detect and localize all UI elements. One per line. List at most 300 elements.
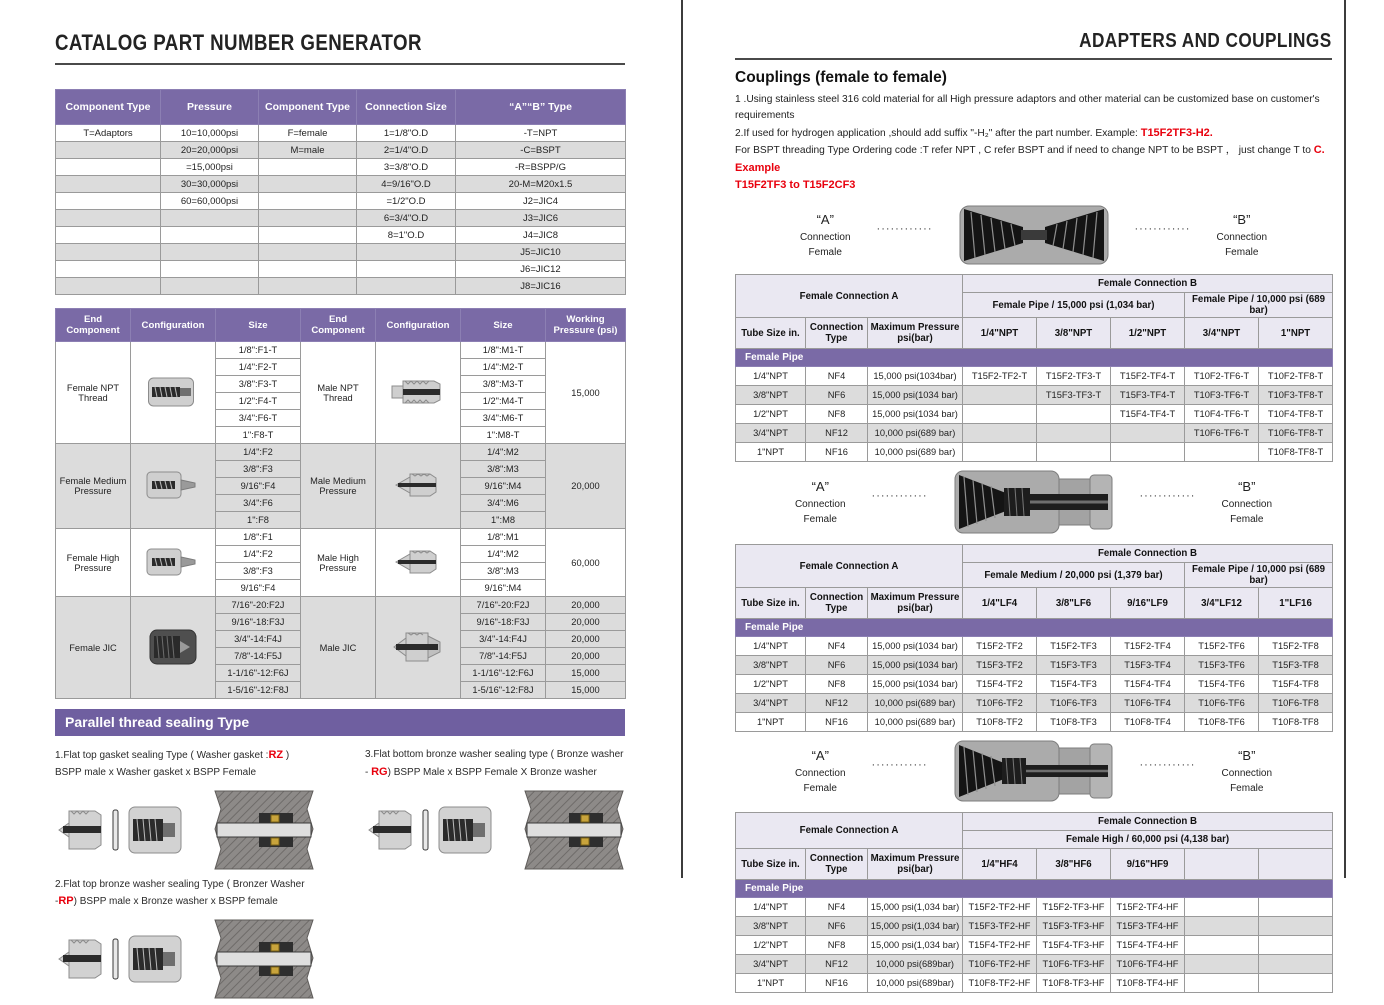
part-number-cell (1111, 424, 1185, 443)
part-number-cell (1185, 974, 1259, 993)
part-number-cell (1037, 443, 1111, 462)
table-cell: 8=1"O.D (357, 227, 456, 244)
size-cell: 1-1/16"-12:F6J (216, 665, 301, 682)
female-connection-b-header: Female Connection B (963, 813, 1333, 831)
part-number-cell: T10F8-TF2 (963, 713, 1037, 732)
working-pressure-cell: 60,000 (546, 529, 626, 597)
title-rule (55, 63, 625, 65)
end-component-name: Male Medium Pressure (301, 444, 376, 529)
couplings-heading: Couplings (female to female) (735, 69, 947, 86)
table-cell: 4=9/16"O.D (357, 176, 456, 193)
end-component-table (55, 308, 626, 699)
part-number-cell: 1/2"NPT (736, 405, 806, 424)
size-cell: 9/16":M4 (461, 478, 546, 495)
configuration-cell (131, 597, 216, 699)
table-cell: -C=BSPT (456, 142, 626, 159)
column-header: Maximum Pressure psi(bar) (868, 849, 963, 880)
table-cell (259, 176, 357, 193)
table-row (736, 955, 1333, 974)
page-divider-line (681, 0, 683, 878)
female-high-pressure-fitting-icon (145, 545, 201, 579)
size-cell: 1/2":F4-T (216, 393, 301, 410)
table-row (736, 694, 1333, 713)
column-header: 3/8"NPT (1037, 318, 1111, 349)
column-header: Maximum Pressure psi(bar) (868, 588, 963, 619)
part-number-cell: 10,000 psi(689 bar) (868, 694, 963, 713)
female-high-to-female-pipe-coupling-icon (954, 738, 1114, 804)
female-npt-fitting-icon (147, 375, 199, 409)
table-row (56, 210, 626, 227)
part-number-cell: NF16 (806, 443, 868, 462)
table-row (736, 974, 1333, 993)
table-cell: J3=JIC6 (456, 210, 626, 227)
part-number-cell: T15F3-TF8 (1259, 656, 1333, 675)
table-section-band: Female Pipe (736, 880, 1333, 898)
pressure-class-header: Female Pipe / 10,000 psi (689 bar) (1185, 293, 1333, 318)
column-header: 1"NPT (1259, 318, 1333, 349)
column-header: 1/2"NPT (1111, 318, 1185, 349)
working-pressure-cell: 20,000 (546, 614, 626, 631)
table-header-row (736, 275, 1333, 293)
part-number-cell: T10F8-TF2-HF (963, 974, 1037, 993)
table-row (56, 278, 626, 295)
dotted-connector: ············ (1139, 490, 1196, 502)
part-number-cell: T15F2-TF3 (1037, 637, 1111, 656)
table-cell: J6=JIC12 (456, 261, 626, 278)
table-cell: J4=JIC8 (456, 227, 626, 244)
table-row (736, 443, 1333, 462)
table-section-band: Female Pipe (736, 619, 1333, 637)
part-number-generator-table (55, 89, 626, 295)
part-number-cell: 15,000 psi(1,034 bar) (868, 898, 963, 917)
part-number-cell: T15F3-TF4-HF (1111, 917, 1185, 936)
table-cell: 10=10,000psi (161, 125, 259, 142)
pressure-class-header: Female Pipe / 15,000 psi (1,034 bar) (963, 293, 1185, 318)
table-cell (259, 210, 357, 227)
column-header: 3/8"HF6 (1037, 849, 1111, 880)
connection-a-label: “A” Connection Female (799, 212, 851, 258)
working-pressure-cell: 15,000 (546, 342, 626, 444)
end-component-name: Female JIC (56, 597, 131, 699)
column-header: Connection Type (806, 318, 868, 349)
part-number-cell: NF4 (806, 367, 868, 386)
bspp-fitting-assembly-icon (365, 797, 505, 863)
table-row (736, 936, 1333, 955)
table-cell: 2=1/4"O.D (357, 142, 456, 159)
pressure-class-header: Female Pipe / 10,000 psi (689 bar) (1185, 563, 1333, 588)
part-number-cell: 1/4"NPT (736, 898, 806, 917)
column-header: Pressure (161, 90, 259, 125)
part-number-cell: T15F4-TF4-HF (1111, 936, 1185, 955)
dotted-connector: ············ (871, 490, 928, 502)
column-header: 1/4"HF4 (963, 849, 1037, 880)
part-number-cell (963, 405, 1037, 424)
column-header: Tube Size in. (736, 318, 806, 349)
size-cell: 9/16"-18:F3J (461, 614, 546, 631)
table-cell (56, 227, 161, 244)
seal-cross-section-icon (209, 918, 319, 1005)
size-cell: 9/16":F4 (216, 478, 301, 495)
size-cell: 1":F8-T (216, 427, 301, 444)
note-3: For BSPT threading Type Ordering code :T refer NPT , C refer BSPT and if need to change NPT to be BSPT ， just change T to C. Example (735, 144, 1325, 174)
note-1: 1 .Using stainless steel 316 cold material for all High pressure adaptors and other material can be customized base on customer's requirements (735, 94, 1320, 122)
part-number-cell: NF12 (806, 694, 868, 713)
female-connection-a-header: Female Connection A (736, 813, 963, 849)
table-cell (56, 244, 161, 261)
column-header: 3/4"LF12 (1185, 588, 1259, 619)
size-cell: 1-5/16"-12:F8J (216, 682, 301, 699)
sealing-type-1-line1: 1.Flat top gasket sealing Type ( Washer gasket :RZ ) (55, 749, 290, 761)
part-number-cell: T15F2-TF3-T (1037, 367, 1111, 386)
size-cell: 1/8":M1-T (461, 342, 546, 359)
table-cell: =1/2"O.D (357, 193, 456, 210)
size-cell: 1/4":F2 (216, 444, 301, 461)
part-number-cell (963, 386, 1037, 405)
male-medium-pressure-fitting-icon (390, 468, 446, 502)
table-cell (56, 278, 161, 295)
table-cell (357, 261, 456, 278)
seal-cross-section-icon (209, 918, 319, 1000)
bspp-fitting-assembly-icon (55, 926, 195, 992)
part-number-cell: T10F3-TF6-T (1185, 386, 1259, 405)
part-number-cell (1259, 974, 1333, 993)
column-header: Tube Size in. (736, 588, 806, 619)
coupling-diagram-2 (735, 468, 1332, 536)
table-row (736, 386, 1333, 405)
part-number-cell: T15F4-TF3-HF (1037, 936, 1111, 955)
right-page (735, 30, 1332, 993)
size-cell: 7/16"-20:F2J (461, 597, 546, 614)
column-header: Configuration (131, 309, 216, 342)
size-cell: 3/4":M6-T (461, 410, 546, 427)
part-number-cell (1259, 955, 1333, 974)
column-header: Component Type (259, 90, 357, 125)
size-cell: 3/4"-14:F4J (216, 631, 301, 648)
table-row (56, 244, 626, 261)
part-number-cell: NF8 (806, 405, 868, 424)
table-cell: 3=3/8"O.D (357, 159, 456, 176)
table-row (736, 917, 1333, 936)
size-cell: 1/4":F2 (216, 546, 301, 563)
part-number-cell: 3/8"NPT (736, 656, 806, 675)
part-number-cell (1185, 443, 1259, 462)
coupling-table-high-pipe (735, 812, 1333, 993)
part-number-cell: 15,000 psi(1034 bar) (868, 656, 963, 675)
table-row (736, 637, 1333, 656)
bspp-fitting-assembly-icon (55, 797, 195, 863)
connection-a-label: “A” Connection Female (794, 748, 846, 794)
table-cell (259, 159, 357, 176)
dotted-connector: ············ (1139, 759, 1196, 771)
table-cell (56, 159, 161, 176)
note-2: 2.If used for hydrogen application ,should add suffix "-H₂" after the part number. Example: T15F2TF3-H2. (735, 126, 1213, 139)
part-number-cell: 3/4"NPT (736, 424, 806, 443)
part-number-cell: T15F3-TF4-T (1111, 386, 1185, 405)
part-number-cell: T10F8-TF3-HF (1037, 974, 1111, 993)
part-number-cell: T15F2-TF8 (1259, 637, 1333, 656)
female-connection-a-header: Female Connection A (736, 275, 963, 318)
connection-b-label: “B” Connection Female (1221, 748, 1273, 794)
part-number-cell: NF16 (806, 713, 868, 732)
table-cell (259, 278, 357, 295)
part-number-cell: T15F2-TF4 (1111, 637, 1185, 656)
table-cell: T=Adaptors (56, 125, 161, 142)
part-number-cell: 15,000 psi(1034 bar) (868, 637, 963, 656)
configuration-cell (131, 529, 216, 597)
size-cell: 9/16":F4 (216, 580, 301, 597)
size-cell: 3/8":F3 (216, 563, 301, 580)
page-title: ADAPTERS AND COUPLINGS (1079, 30, 1332, 52)
part-number-cell (1259, 917, 1333, 936)
part-number-cell: NF6 (806, 656, 868, 675)
part-number-cell (1037, 424, 1111, 443)
part-number-cell: T15F2-TF6 (1185, 637, 1259, 656)
size-cell: 1/4":F2-T (216, 359, 301, 376)
sealing-section-title: Parallel thread sealing Type (55, 709, 625, 736)
seal-cross-section-icon (519, 789, 629, 871)
table-row (56, 193, 626, 210)
bspp-male-washer-female-icon (365, 797, 505, 868)
part-number-cell (1185, 936, 1259, 955)
part-number-cell: T15F2-TF2 (963, 637, 1037, 656)
part-number-cell: T15F4-TF2-HF (963, 936, 1037, 955)
bspt-example-label: C. Example (735, 144, 1325, 174)
sealing-type-3 (365, 746, 625, 876)
part-number-cell: T10F6-TF3-HF (1037, 955, 1111, 974)
table-cell (56, 193, 161, 210)
part-number-cell: T15F4-TF3 (1037, 675, 1111, 694)
table-cell: 20-M=M20x1.5 (456, 176, 626, 193)
part-number-cell: T15F4-TF2 (963, 675, 1037, 694)
part-number-cell: T10F8-TF8 (1259, 713, 1333, 732)
table-cell (161, 244, 259, 261)
part-number-cell: T15F3-TF3-T (1037, 386, 1111, 405)
end-component-name: Female NPT Thread (56, 342, 131, 444)
part-number-cell: NF8 (806, 936, 868, 955)
column-header: 9/16"LF9 (1111, 588, 1185, 619)
column-header: Connection Type (806, 849, 868, 880)
part-number-cell: T10F6-TF8 (1259, 694, 1333, 713)
left-page (55, 30, 625, 1005)
sealing-items (55, 746, 625, 1005)
part-number-cell: T10F6-TF3 (1037, 694, 1111, 713)
part-number-cell (1185, 898, 1259, 917)
size-cell: 3/8":F3 (216, 461, 301, 478)
size-cell: 1":F8 (216, 512, 301, 529)
part-number-cell: 1/2"NPT (736, 936, 806, 955)
part-number-cell: 15,000 psi(1034 bar) (868, 386, 963, 405)
part-number-cell: 10,000 psi(689bar) (868, 955, 963, 974)
part-number-cell: 1"NPT (736, 443, 806, 462)
part-number-cell: 15,000 psi(1034 bar) (868, 675, 963, 694)
part-number-cell: NF12 (806, 424, 868, 443)
part-number-cell (963, 443, 1037, 462)
part-number-cell: 10,000 psi(689 bar) (868, 424, 963, 443)
table-row (56, 227, 626, 244)
table-header-row (56, 309, 626, 342)
table-row (736, 713, 1333, 732)
end-component-name: Male High Pressure (301, 529, 376, 597)
female-medium-pressure-fitting-icon (145, 468, 201, 502)
table-cell: =15,000psi (161, 159, 259, 176)
size-cell: 1/4":M2 (461, 444, 546, 461)
seal-code-rz: RZ (268, 749, 284, 761)
part-number-cell: T15F4-TF4-T (1111, 405, 1185, 424)
sealing-type-1-line2: BSPP male x Washer gasket x BSPP Female (55, 767, 257, 779)
part-number-cell: 3/8"NPT (736, 386, 806, 405)
part-number-cell: T10F2-TF8-T (1259, 367, 1333, 386)
part-number-cell: 10,000 psi(689bar) (868, 974, 963, 993)
part-number-cell: T15F4-TF6 (1185, 675, 1259, 694)
part-number-cell: NF4 (806, 637, 868, 656)
part-number-example: T15F2TF3-H2. (1140, 126, 1213, 139)
working-pressure-cell: 15,000 (546, 665, 626, 682)
size-cell: 1/8":M1 (461, 529, 546, 546)
table-cell: -R=BSPP/G (456, 159, 626, 176)
table-cell (161, 210, 259, 227)
size-cell: 3/8":F3-T (216, 376, 301, 393)
size-cell: 1":M8 (461, 512, 546, 529)
coupling-table-pipe-pipe (735, 274, 1333, 462)
part-number-cell: 1/4"NPT (736, 367, 806, 386)
bspt-example-codes: T15F2TF3 to T15F2CF3 (735, 179, 856, 192)
table-row (736, 656, 1333, 675)
part-number-cell: T10F8-TF6 (1185, 713, 1259, 732)
column-header: 1"LF16 (1259, 588, 1333, 619)
size-cell: 9/16"-18:F3J (216, 614, 301, 631)
page-title: CATALOG PART NUMBER GENERATOR (55, 30, 422, 55)
table-cell (259, 244, 357, 261)
size-cell: 1-5/16"-12:F8J (461, 682, 546, 699)
female-medium-to-female-pipe-coupling-icon (954, 468, 1114, 536)
part-number-cell: 10,000 psi(689 bar) (868, 713, 963, 732)
table-row (56, 159, 626, 176)
end-component-name: Male NPT Thread (301, 342, 376, 444)
table-row (736, 898, 1333, 917)
part-number-cell: T10F4-TF8-T (1259, 405, 1333, 424)
male-high-pressure-fitting-icon (390, 545, 446, 579)
pressure-class-header: Female Medium / 20,000 psi (1,379 bar) (963, 563, 1185, 588)
part-number-cell: T10F6-TF4 (1111, 694, 1185, 713)
part-number-cell: T10F2-TF6-T (1185, 367, 1259, 386)
table-cell (161, 278, 259, 295)
column-header: Connection Size (357, 90, 456, 125)
table-cell (56, 210, 161, 227)
part-number-cell: 1"NPT (736, 713, 806, 732)
table-cell (161, 261, 259, 278)
part-number-cell: T15F3-TF3-HF (1037, 917, 1111, 936)
part-number-cell: 15,000 psi(1,034 bar) (868, 936, 963, 955)
sealing-type-2 (55, 876, 355, 1005)
part-number-cell: T10F8-TF3 (1037, 713, 1111, 732)
size-cell: 1/8":F1-T (216, 342, 301, 359)
size-cell: 9/16":M4 (461, 580, 546, 597)
coupling-table-medium-pipe (735, 544, 1333, 732)
female-connection-a-header: Female Connection A (736, 545, 963, 588)
table-row (736, 405, 1333, 424)
table-cell: 30=30,000psi (161, 176, 259, 193)
part-number-cell: T10F8-TF4-HF (1111, 974, 1185, 993)
column-header: “A”“B” Type (456, 90, 626, 125)
female-connection-b-header: Female Connection B (963, 275, 1333, 293)
size-cell: 7/8"-14:F5J (216, 648, 301, 665)
part-number-cell: NF8 (806, 675, 868, 694)
part-number-cell: T15F3-TF6 (1185, 656, 1259, 675)
part-number-cell: 1"NPT (736, 974, 806, 993)
column-header: Tube Size in. (736, 849, 806, 880)
part-number-cell: T15F2-TF3-HF (1037, 898, 1111, 917)
part-number-cell: T15F3-TF2 (963, 656, 1037, 675)
table-cell: J2=JIC4 (456, 193, 626, 210)
section-band-row (736, 349, 1333, 367)
end-component-name: Male JIC (301, 597, 376, 699)
size-cell: 7/16"-20:F2J (216, 597, 301, 614)
table-cell: J5=JIC10 (456, 244, 626, 261)
column-header: Size (461, 309, 546, 342)
table-row (56, 444, 626, 461)
part-number-cell: T15F3-TF3 (1037, 656, 1111, 675)
table-column-row (736, 588, 1333, 619)
part-number-cell: 3/4"NPT (736, 955, 806, 974)
page-header (735, 30, 1332, 60)
section-band-row (736, 619, 1333, 637)
part-number-cell: T10F3-TF8-T (1259, 386, 1333, 405)
part-number-cell: T10F6-TF2 (963, 694, 1037, 713)
part-number-cell: T15F3-TF4 (1111, 656, 1185, 675)
part-number-cell: 15,000 psi(1034bar) (868, 367, 963, 386)
coupling-diagram-3 (735, 738, 1332, 804)
size-cell: 1":M8-T (461, 427, 546, 444)
column-header: Working Pressure (psi) (546, 309, 626, 342)
male-jic-fitting-icon (390, 628, 446, 666)
column-header: Maximum Pressure psi(bar) (868, 318, 963, 349)
table-row (56, 142, 626, 159)
part-number-cell: NF4 (806, 898, 868, 917)
table-header-row (56, 90, 626, 125)
table-column-row (736, 318, 1333, 349)
table-row (736, 367, 1333, 386)
table-cell (357, 244, 456, 261)
page-edge-line (1344, 0, 1346, 878)
part-number-cell: T10F6-TF8-T (1259, 424, 1333, 443)
table-cell: 1=1/8"O.D (357, 125, 456, 142)
bspp-male-washer-female-icon (55, 926, 195, 997)
dotted-connector: ············ (1134, 223, 1191, 235)
part-number-cell: NF16 (806, 974, 868, 993)
part-number-cell (1185, 917, 1259, 936)
table-cell: F=female (259, 125, 357, 142)
bspp-male-washer-female-icon (55, 797, 195, 868)
table-row (56, 261, 626, 278)
seal-code-rg: RG (371, 765, 388, 778)
working-pressure-cell: 20,000 (546, 631, 626, 648)
seal-cross-section-icon (209, 789, 319, 871)
working-pressure-cell: 20,000 (546, 444, 626, 529)
configuration-cell (376, 444, 461, 529)
sealing-type-3-line1: 3.Flat bottom bronze washer sealing type ( Bronze washer (365, 749, 624, 760)
sealing-type-1 (55, 746, 355, 876)
connection-a-label: “A” Connection Female (794, 479, 846, 525)
dotted-connector: ············ (871, 759, 928, 771)
size-cell: 3/8":M3 (461, 563, 546, 580)
table-row (56, 342, 626, 359)
female-jic-fitting-icon (148, 628, 198, 666)
table-cell (161, 227, 259, 244)
column-header: End Component (56, 309, 131, 342)
part-number-cell: T10F8-TF8-T (1259, 443, 1333, 462)
working-pressure-cell: 15,000 (546, 682, 626, 699)
part-number-cell: T10F8-TF4 (1111, 713, 1185, 732)
